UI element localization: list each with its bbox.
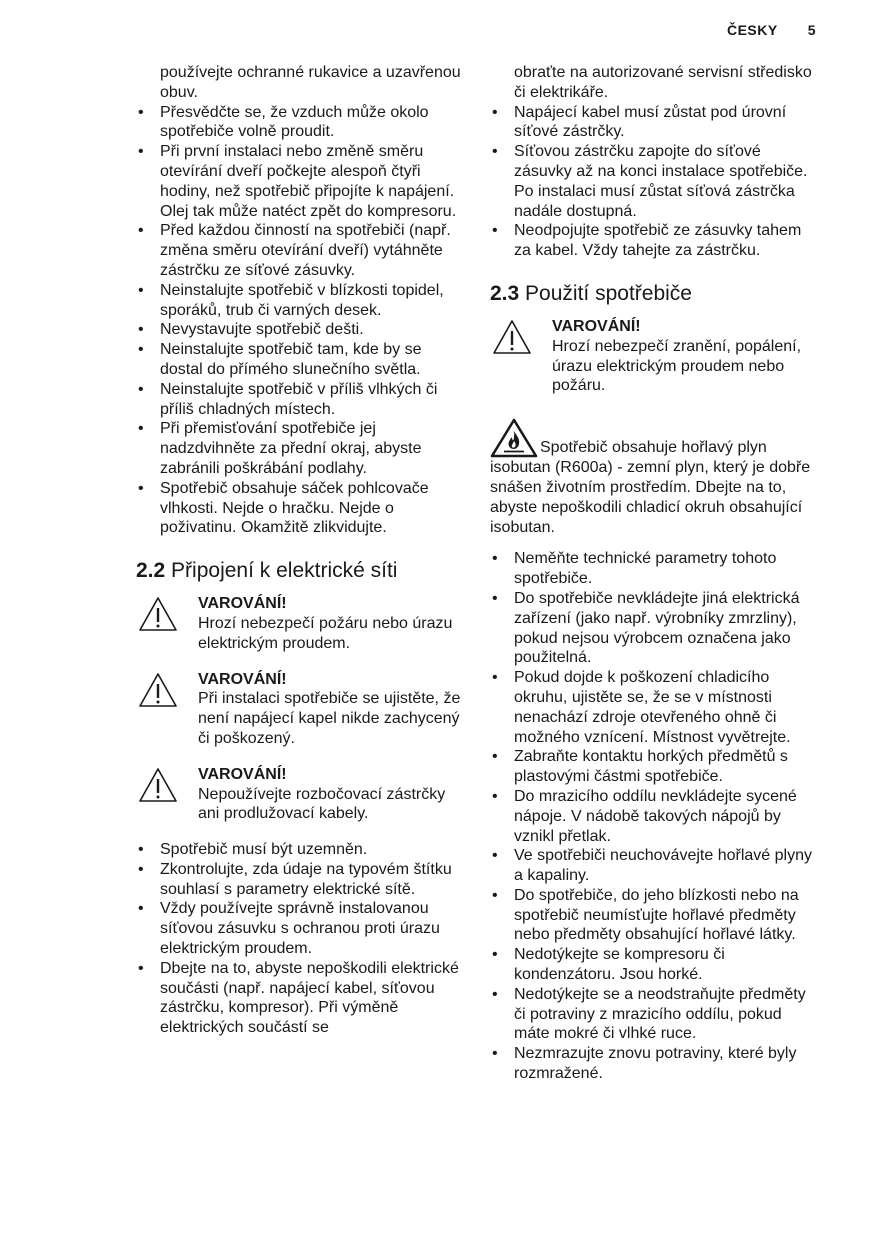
list-item: • Síťovou zástrčku zapojte do síťové zásuvky až na konci instalace spotřebiče. Po instalaci musí zůstat síťová zástrčka nadále dostupná.: [490, 142, 815, 221]
list-item: • Nedotýkejte se kompresoru či kondenzátoru. Jsou horké.: [490, 945, 815, 985]
warning-text: Nepoužívejte rozbočovací zástrčky ani prodlužovací kabely.: [198, 785, 446, 823]
flammable-text: Spotřebič obsahuje hořlavý plyn isobutan (R600a) - zemní plyn, který je dobře snášen životním prostředím. Dbejte na to, abyste nepoškodili chladicí okruh obsahující isobutan.: [490, 439, 811, 536]
list-item: • Neodpojujte spotřebič ze zásuvky tahem za kabel. Vždy tahejte za zástrčku.: [490, 221, 815, 261]
warning-text: Hrozí nebezpečí zranění, popálení, úrazu elektrickým proudem nebo požáru.: [552, 337, 802, 395]
list-item: • Pokud dojde k poškození chladicího okruhu, ujistěte se, že se v místnosti nenachází zdroje otevřeného ohně či možného vznícení. Místnost vyvětrejte.: [490, 668, 815, 747]
list-item: • Při přemisťování spotřebiče jej nadzdvihněte za přední okraj, abyste zabránili poškrábání podlahy.: [136, 419, 466, 478]
warning-title: VAROVÁNÍ!: [198, 670, 287, 688]
warning-title: VAROVÁNÍ!: [198, 595, 287, 613]
warning-block: [490, 317, 815, 396]
list-item: • Neinstalujte spotřebič v příliš vlhkých či příliš chladných místech.: [136, 380, 466, 420]
warning-text: Hrozí nebezpečí požáru nebo úrazu elektrickým proudem.: [198, 614, 453, 652]
list-item: • Přesvědčte se, že vzduch může okolo spotřebiče volně proudit.: [136, 103, 466, 143]
warning-block: [136, 765, 466, 824]
language-label: ČESKY: [726, 22, 778, 38]
warning-triangle-icon: [138, 765, 182, 824]
left-column: [136, 63, 466, 1038]
usage-list: [490, 549, 815, 1084]
section-title: Připojení k elektrické síti: [171, 559, 398, 583]
flammable-warning-icon: [490, 418, 538, 458]
list-item: • Do spotřebiče, do jeho blízkosti nebo na spotřebič neumísťujte hořlavé předměty nebo předměty obsahující hořlavé látky.: [490, 886, 815, 945]
section-number: 2.3: [490, 281, 520, 305]
warning-text: Při instalaci spotřebiče se ujistěte, že není napájecí kapel nikde zachycený či poškozený.: [198, 690, 461, 747]
continuation-text: obraťte na autorizované servisní středisko či elektrikáře.: [514, 64, 812, 101]
section-title: Použití spotřebiče: [525, 281, 692, 305]
list-item: • Neinstalujte spotřebič tam, kde by se dostal do přímého slunečního světla.: [136, 340, 466, 380]
list-item: • Nevystavujte spotřebič dešti.: [136, 320, 466, 340]
warning-block: [136, 594, 466, 653]
warning-triangle-icon: [492, 317, 536, 396]
list-item: • Zkontrolujte, zda údaje na typovém štítku souhlasí s parametry elektrické sítě.: [136, 860, 466, 900]
list-item: • Napájecí kabel musí zůstat pod úrovní síťové zástrčky.: [490, 103, 815, 143]
list-item: • Neměňte technické parametry tohoto spotřebiče.: [490, 549, 815, 589]
safety-list: [136, 103, 466, 539]
warning-triangle-icon: [138, 670, 182, 749]
section-heading-2-2: [136, 558, 466, 584]
warning-title: VAROVÁNÍ!: [198, 765, 287, 783]
page-header: [727, 22, 816, 38]
warning-title: VAROVÁNÍ!: [552, 317, 641, 335]
electrical-list-continued: [490, 103, 815, 261]
list-item: • Do mrazicího oddílu nevkládejte sycené nápoje. V nádobě takových nápojů by vznikl přetlak.: [490, 787, 815, 846]
list-item: • Zabraňte kontaktu horkých předmětů s plastovými částmi spotřebiče.: [490, 747, 815, 787]
page-number: 5: [807, 22, 816, 38]
list-item: • Nedotýkejte se a neodstraňujte předměty či potraviny z mrazicího oddílu, pokud máte mokré či vlhké ruce.: [490, 985, 815, 1044]
list-item: • Spotřebič obsahuje sáček pohlcovače vlhkosti. Nejde o hračku. Nejde o poživatinu. Okamžitě zlikvidujte.: [136, 479, 466, 538]
list-item: • Před každou činností na spotřebiči (např. změna směru otevírání dveří) vytáhněte zástrčku ze síťové zásuvky.: [136, 221, 466, 280]
warning-triangle-icon: [138, 594, 182, 653]
list-item: • Neinstalujte spotřebič v blízkosti topidel, sporáků, trub či varných desek.: [136, 281, 466, 321]
list-item: • Při první instalaci nebo změně směru otevírání dveří počkejte alespoň čtyři hodiny, než spotřebič připojíte k napájení. Olej tak může natéct zpět do kompresoru.: [136, 142, 466, 221]
continuation-text: používejte ochranné rukavice a uzavřenou obuv.: [160, 64, 461, 101]
section-heading-2-3: [490, 281, 815, 307]
section-number: 2.2: [136, 559, 166, 583]
right-column: [490, 63, 815, 1084]
list-item: • Vždy používejte správně instalovanou síťovou zásuvku s ochranou proti úrazu elektrickým proudem.: [136, 899, 466, 958]
warning-block: [136, 670, 466, 749]
list-item: • Spotřebič musí být uzemněn.: [136, 840, 466, 860]
list-item: • Do spotřebiče nevkládejte jiná elektrická zařízení (jako např. výrobníky zmrzliny), pokud nejsou výrobcem označena jako použitelná.: [490, 589, 815, 668]
list-item: • Nezmrazujte znovu potraviny, které byly rozmražené.: [490, 1044, 815, 1084]
electrical-list: [136, 840, 466, 1038]
list-item: • Ve spotřebiči neuchovávejte hořlavé plyny a kapaliny.: [490, 846, 815, 886]
list-item: • Dbejte na to, abyste nepoškodili elektrické součásti (např. napájecí kabel, síťovou zástrčku, kompresor). Při výměně elektrických součástí se: [136, 959, 466, 1038]
flammable-notice: [490, 418, 815, 537]
